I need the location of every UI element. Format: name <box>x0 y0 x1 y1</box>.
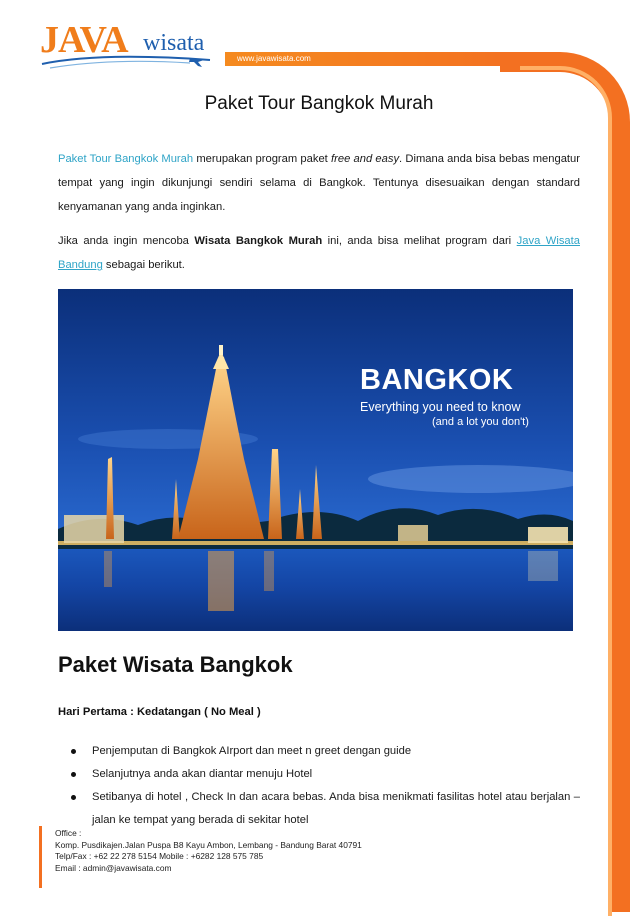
hero-title: BANGKOK <box>360 364 514 396</box>
list-item <box>58 763 580 786</box>
bangkok-temple-illustration <box>58 289 573 631</box>
java-wisata-bandung-link[interactable]: Java Wisata Bandung <box>58 235 580 271</box>
page-title: Paket Tour Bangkok Murah <box>204 93 434 114</box>
footer-email[interactable]: Email : admin@javawisata.com <box>55 862 172 873</box>
list-item <box>58 740 580 763</box>
bullet-icon <box>71 772 76 777</box>
footer-phone: Telp/Fax : +62 22 278 5154 Mobile : +6282 128 575 785 <box>55 851 264 861</box>
p1-text-b: . Dimana anda bisa bebas mengatur tempat yang ingin dikunjungi sendiri selama di Bangkok. Tentunya disesuaikan dengan standard kenyamanan yang anda inginkan. <box>58 153 580 213</box>
hero-caption <box>360 363 529 430</box>
p1-italic: free and easy <box>331 153 400 165</box>
intro-paragraph-2 <box>58 229 580 277</box>
p2-text-c: sebagai berikut. <box>102 259 185 271</box>
hero-subtitle: Everything you need to know <box>360 400 521 414</box>
bullet-icon <box>71 795 76 800</box>
list-item-text: Setibanya di hotel , Check In dan acara bebas. Anda bisa menikmati fasilitas hotel atau berjalan – jalan ke tempat yang berada di sekitar hotel <box>92 791 580 826</box>
footer-accent-bar <box>39 826 42 888</box>
list-item <box>58 786 580 832</box>
logo-wisata-text: wisata <box>143 30 205 56</box>
p1-text-a: merupakan program paket <box>193 153 332 165</box>
javawisata-logo[interactable] <box>40 16 220 72</box>
website-url-bar[interactable]: www.javawisata.com <box>225 52 525 66</box>
p2-text-b: ini, anda bisa melihat program dari <box>322 235 517 247</box>
day-1-title: Hari Pertama : Kedatangan ( No Meal ) <box>58 706 261 718</box>
logo-swoosh-icon <box>40 54 220 72</box>
footer-contact <box>55 828 362 874</box>
intro-paragraph-1 <box>58 147 580 219</box>
hero-subtitle-2: (and a lot you don't) <box>432 416 529 428</box>
list-item-text: Penjemputan di Bangkok AIrport dan meet n greet dengan guide <box>92 745 412 757</box>
day-1-itinerary-list <box>58 740 580 832</box>
logo-java-text: JAVA <box>40 19 128 61</box>
footer-office-label: Office : <box>55 828 82 838</box>
footer-address: Komp. Pusdikajen.Jalan Puspa B8 Kayu Ambon, Lembang - Bandung Barat 40791 <box>55 839 362 850</box>
tour-link[interactable]: Paket Tour Bangkok Murah <box>58 153 194 165</box>
list-item-text: Selanjutnya anda akan diantar menuju Hotel <box>92 768 313 780</box>
bullet-icon <box>71 749 76 754</box>
bangkok-hero-image <box>58 289 573 631</box>
p2-text-a: Jika anda ingin mencoba <box>58 235 195 247</box>
p2-bold: Wisata Bangkok Murah <box>194 235 323 247</box>
section-title: Paket Wisata Bangkok <box>58 652 293 677</box>
